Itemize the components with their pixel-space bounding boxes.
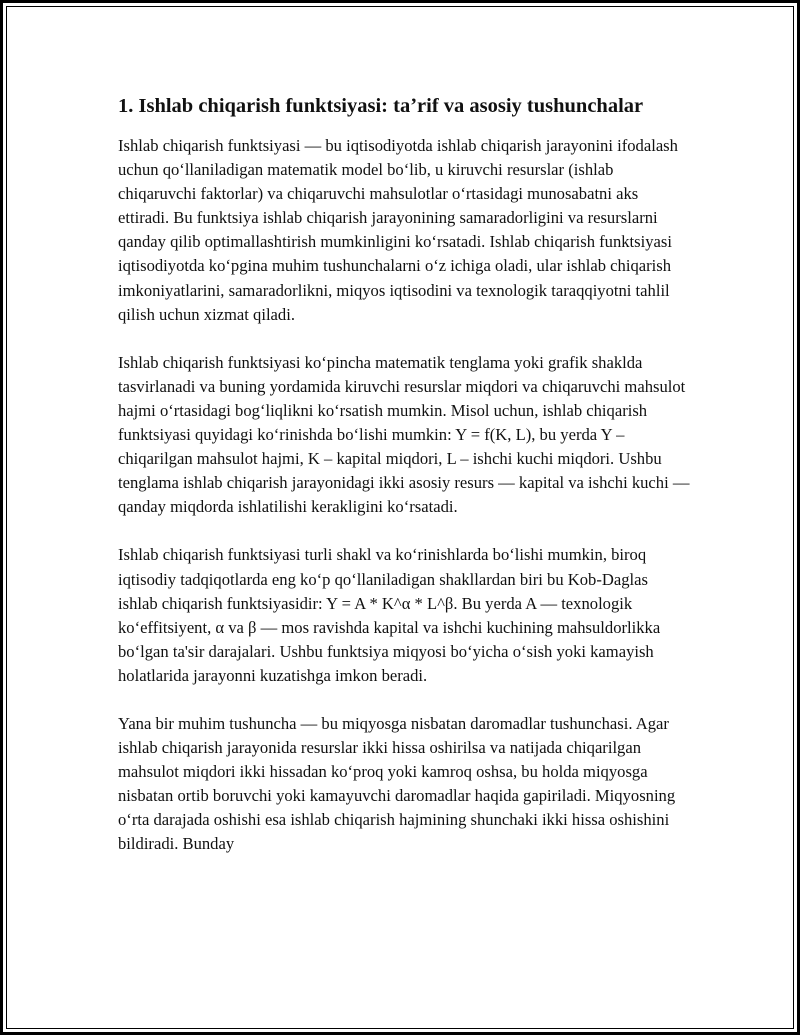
paragraph-cobb-douglas: Ishlab chiqarish funktsiyasi turli shakl va koʻrinishlarda boʻlishi mumkin, biroq iqtisodiy tadqiqotlarda eng koʻp qoʻllaniladigan shakllardan biri bu Kob-Daglas ishlab chiqarish funktsiyasidir: Y = A * K^α * L^β. Bu yerda A — texnologik koʻeffitsiyent, α va β — mos ravishda kapital va ishchi kuchining mahsuldorlikka boʻlgan ta'sir darajalari. Ushbu funktsiya miqyosi boʻyicha oʻsish yoki kamayish holatlarida jarayonni kuzatishga imkon beradi. [118,545,661,685]
document-body [118,92,690,881]
paragraph-definition: Ishlab chiqarish funktsiyasi — bu iqtisodiyotda ishlab chiqarish jarayonini ifodalash uchun qoʻllaniladigan matematik model boʻlib, u kiruvchi resurslar (ishlab chiqaruvchi faktorlar) va chiqaruvchi mahsulotlar oʻrtasidagi munosabatni aks ettiradi. Bu funktsiya ishlab chiqarish jarayonining samaradorligini va resurslarni qanday qilib optimallashtirish mumkinligini koʻrsatadi. Ishlab chiqarish funktsiyasi iqtisodiyotda koʻpgina muhim tushunchalarni oʻz ichiga oladi, ular ishlab chiqarish imkoniyatlarini, samaradorlikni, miqyos iqtisodini va texnologik taraqqiyotni tahlil qilish uchun xizmat qiladi. [118,136,678,324]
section-heading: 1. Ishlab chiqarish funktsiyasi: taʼrif va asosiy tushunchalar [118,95,644,117]
paragraph-equation: Ishlab chiqarish funktsiyasi koʻpincha matematik tenglama yoki grafik shaklda tasvirlanadi va buning yordamida kiruvchi resurslar miqdori va chiqaruvchi mahsulot hajmi oʻrtasidagi bogʻliqlikni koʻrsatish mumkin. Misol uchun, ishlab chiqarish funktsiyasi quyidagi koʻrinishda boʻlishi mumkin: Y = f(K, L), bu yerda Y – chiqarilgan mahsulot hajmi, K – kapital miqdori, L – ishchi kuchi miqdori. Ushbu tenglama ishlab chiqarish jarayonidagi ikki asosiy resurs — kapital va ishchi kuchi — qanday miqdorda ishlatilishi kerakligini koʻrsatadi. [118,352,690,517]
paragraph-returns-to-scale: Yana bir muhim tushuncha — bu miqyosga nisbatan daromadlar tushunchasi. Agar ishlab chiqarish jarayonida resurslar ikki hissa oshirilsa va natijada chiqarilgan mahsulot miqdori ikki hissadan koʻproq yoki kamroq oshsa, bu holda miqyosga nisbatan ortib boruvchi yoki kamayuvchi daromadlar haqida gapiriladi. Miqyosning oʻrta darajada oshishi esa ishlab chiqarish hajmining shunchaki ikki hissa oshishini bildiradi. Bunday [118,713,676,854]
